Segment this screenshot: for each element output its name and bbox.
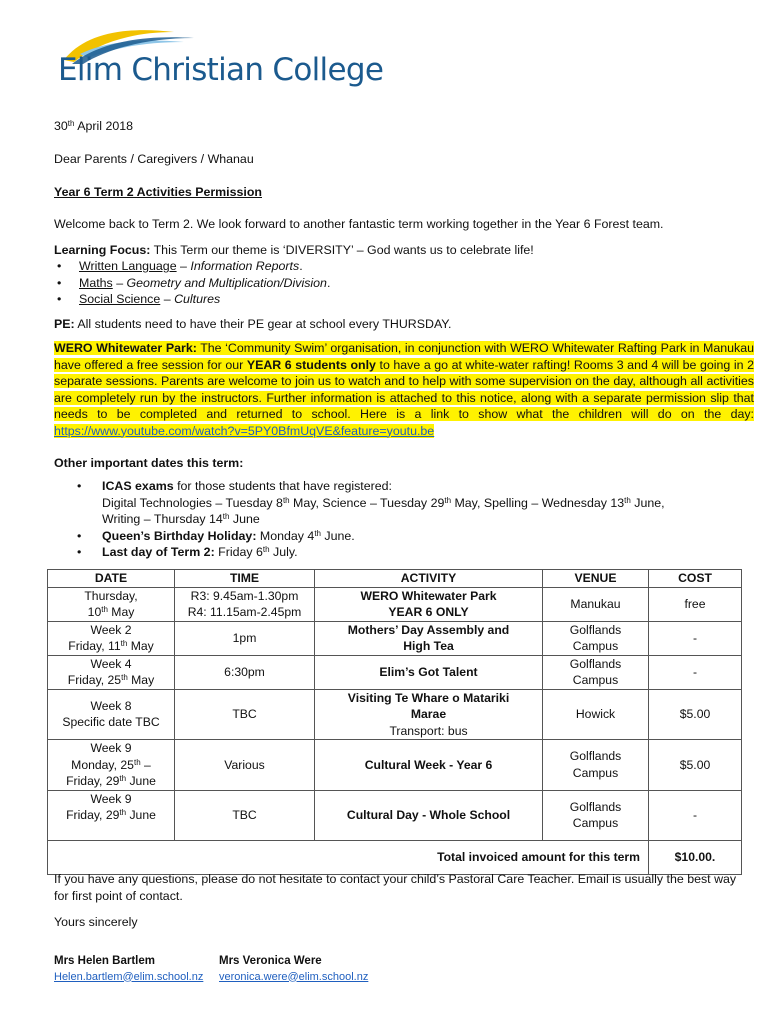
dates-heading: Other important dates this term: [54,456,244,470]
total-row [48,840,742,874]
activity-cell: Cultural Day - Whole School [315,790,543,840]
time-cell: 6:30pm [175,655,315,689]
table-row [48,689,742,740]
date-cell: Week 4 Friday, 25th May [48,655,175,689]
learning-focus: Learning Focus: This Term our theme is ‘DIVERSITY’ – God wants us to celebrate life! [54,243,534,257]
college-logo [44,24,424,96]
venue-cell: Golflands Campus [543,740,649,791]
salutation: Dear Parents / Caregivers / Whanau [54,152,254,166]
logo-wordmark: Elim Christian College [58,52,384,88]
date-cell: Week 2 Friday, 11th May [48,621,175,655]
subject-item: • Maths – Geometry and Multiplication/Division. [54,275,754,292]
venue-cell: Howick [543,689,649,740]
cost-cell: - [649,790,742,840]
table-row [48,655,742,689]
header-time: TIME [175,570,315,588]
activity-cell: WERO Whitewater Park YEAR 6 ONLY [315,587,543,621]
header-activity: ACTIVITY [315,570,543,588]
time-cell: TBC [175,790,315,840]
table-row [48,740,742,791]
signatory-name: Mrs Veronica Were [219,955,322,967]
total-value: $10.00. [649,840,742,874]
subject-item: • Social Science – Cultures [54,291,754,308]
letter-heading: Year 6 Term 2 Activities Permission [54,185,262,199]
signatory-email-link[interactable]: Helen.bartlem@elim.school.nz [54,970,204,983]
date-cell: Week 8 Specific date TBC [48,689,175,740]
date-cell: Week 9 Monday, 25th – Friday, 29th June [48,740,175,791]
subject-item: • Written Language – Information Reports. [54,258,754,275]
header-venue: VENUE [543,570,649,588]
letter-date: 30th April 2018 [54,119,134,133]
activity-cell: Cultural Week - Year 6 [315,740,543,791]
time-cell: 1pm [175,621,315,655]
dates-list [74,478,754,561]
signatory-name: Mrs Helen Bartlem [54,955,155,967]
venue-cell: Golflands Campus [543,621,649,655]
cost-cell: - [649,655,742,689]
closing: Yours sincerely [54,915,138,929]
date-cell: Week 9 Friday, 29th June [48,790,175,840]
cost-cell: - [649,621,742,655]
date-cell: Thursday, 10th May [48,587,175,621]
table-header-row [48,570,742,588]
icas-item: • ICAS exams for those students that have registered: Digital Technologies – Tuesday 8th May, Science – Tuesday 29th May, Spelling – Wednesday 13th June, Writing – Thursday 14th June [74,478,754,528]
wero-paragraph: WERO Whitewater Park: The ‘Community Swim’ organisation, in conjunction with WERO Whitewater Rafting Park in Manukau have offered a free session for our YEAR 6 students only to have a go at white-water rafting! Rooms 3 and 4 will be going in 2 separate sessions. Parents are welcome to join us to watch and to help with some supervision on the day, although all activities are completely run by the instructors. Further information is attached to this notice, along with a separate permission slip that needs to be completed and returned to school. Here is a link to show what the children will do on the day: https://www.youtube.com/watch?v=5PY0BfmUqVE&feature=youtu.be [54,341,754,438]
activity-cell: Elim’s Got Talent [315,655,543,689]
signature-block-1 [54,954,203,985]
table-row [48,587,742,621]
activity-cell: Visiting Te Whare o Matariki Marae Transport: bus [315,689,543,740]
venue-cell: Golflands Campus [543,790,649,840]
activity-cell: Mothers’ Day Assembly and High Tea [315,621,543,655]
table-row [48,621,742,655]
pe-note: PE: All students need to have their PE gear at school every THURSDAY. [54,317,452,331]
cost-cell: $5.00 [649,740,742,791]
cost-cell: $5.00 [649,689,742,740]
time-cell: TBC [175,689,315,740]
activities-table [47,569,742,875]
time-cell: Various [175,740,315,791]
subject-list [54,258,754,308]
questions-paragraph: If you have any questions, please do not hesitate to contact your child’s Pastoral Care Teacher. Email is usually the best way for first point of contact. [54,872,737,903]
queens-birthday-item: • Queen’s Birthday Holiday: Monday 4th June. [74,528,754,545]
table-row [48,790,742,840]
cost-cell: free [649,587,742,621]
header-date: DATE [48,570,175,588]
signatory-email-link[interactable]: veronica.were@elim.school.nz [219,970,369,983]
youtube-link[interactable]: https://www.youtube.com/watch?v=5PY0BfmUqVE&feature=youtu.be [54,423,435,438]
venue-cell: Golflands Campus [543,655,649,689]
last-day-item: • Last day of Term 2: Friday 6th July. [74,544,754,561]
venue-cell: Manukau [543,587,649,621]
signature-block-2 [219,954,368,985]
time-cell: R3: 9.45am-1.30pm R4: 11.15am-2.45pm [175,587,315,621]
welcome-paragraph: Welcome back to Term 2. We look forward to another fantastic term working together in the Year 6 Forest team. [54,217,664,231]
total-label: Total invoiced amount for this term [48,840,649,874]
header-cost: COST [649,570,742,588]
